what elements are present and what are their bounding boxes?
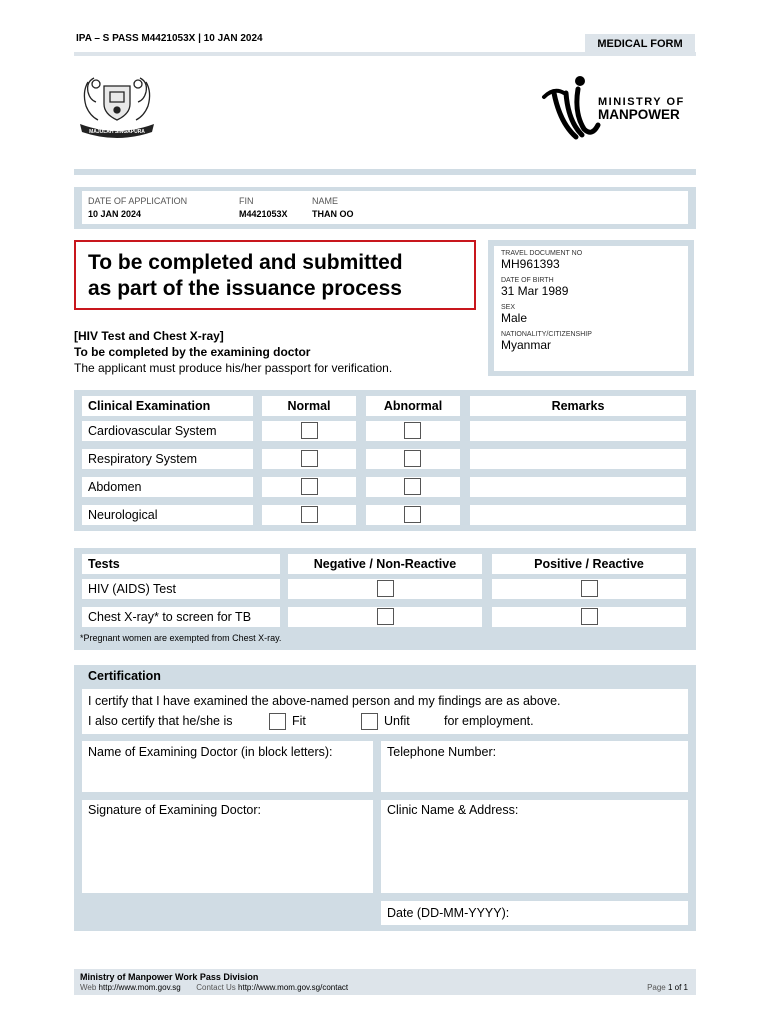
remarks-input[interactable]	[470, 477, 686, 497]
travel-document-label: TRAVEL DOCUMENT NO	[501, 250, 583, 257]
page-label: Page	[647, 983, 666, 992]
certification-statement	[82, 689, 688, 734]
personal-details	[494, 246, 688, 371]
form-type-badge: MEDICAL FORM	[585, 34, 695, 54]
date-label: Date (DD-MM-YYYY):	[387, 906, 510, 920]
unfit-label: Unfit	[384, 714, 410, 728]
document-reference: IPA – S PASS M4421053X | 10 JAN 2024	[76, 33, 263, 44]
test-row-label: HIV (AIDS) Test	[82, 579, 280, 599]
fin-label: FIN	[239, 196, 254, 206]
tests-header-positive: Positive / Reactive	[492, 554, 686, 574]
section-separator	[74, 169, 696, 175]
clinic-label: Clinic Name & Address:	[387, 803, 519, 817]
nationality-label: NATIONALITY/CITIZENSHIP	[501, 331, 592, 338]
positive-checkbox[interactable]	[581, 580, 598, 597]
clinical-row-label: Cardiovascular System	[82, 421, 253, 441]
mom-logo-line1: MINISTRY OF	[598, 96, 685, 108]
crest-motto: MAJULAH SINGAPURA	[89, 129, 145, 135]
clinical-row-label: Abdomen	[82, 477, 253, 497]
normal-checkbox[interactable]	[301, 422, 318, 439]
fit-label: Fit	[292, 714, 306, 728]
mom-logo-line2: MANPOWER	[598, 107, 680, 122]
normal-checkbox[interactable]	[301, 478, 318, 495]
web-label: Web	[80, 983, 97, 992]
name-value: THAN OO	[312, 209, 354, 219]
clinical-row-label: Neurological	[82, 505, 253, 525]
certification-line2-prefix: I also certify that he/she is	[88, 714, 233, 728]
normal-checkbox[interactable]	[301, 450, 318, 467]
mom-logo-icon	[540, 75, 700, 145]
date-field[interactable]	[381, 901, 688, 925]
tests-header-negative: Negative / Non-Reactive	[288, 554, 482, 574]
header-divider	[74, 52, 696, 56]
negative-checkbox[interactable]	[377, 608, 394, 625]
submission-notice	[74, 240, 476, 310]
completed-by-text: To be completed by the examining doctor	[74, 345, 311, 359]
clinical-header-normal: Normal	[262, 396, 356, 416]
certification-title: Certification	[88, 669, 161, 683]
clinical-row-label: Respiratory System	[82, 449, 253, 469]
abnormal-checkbox[interactable]	[404, 506, 421, 523]
date-of-application-label: DATE OF APPLICATION	[88, 196, 188, 206]
contact-link[interactable]: http://www.mom.gov.sg/contact	[238, 983, 349, 992]
date-of-application-value: 10 JAN 2024	[88, 209, 142, 219]
doctor-name-field[interactable]	[82, 741, 373, 792]
travel-document-value: MH961393	[501, 257, 560, 271]
name-label: NAME	[312, 196, 339, 206]
contact-label: Contact Us	[196, 983, 236, 992]
nationality-value: Myanmar	[501, 338, 552, 352]
positive-checkbox[interactable]	[581, 608, 598, 625]
footer-division: Ministry of Manpower Work Pass Division	[80, 972, 259, 982]
sex-label: SEX	[501, 304, 516, 311]
unfit-checkbox[interactable]	[361, 713, 378, 730]
doctor-name-label: Name of Examining Doctor (in block letters):	[88, 745, 333, 759]
notice-title-line2: as part of the issuance process	[88, 277, 402, 300]
normal-checkbox[interactable]	[301, 506, 318, 523]
page-number	[600, 983, 688, 992]
telephone-field[interactable]	[381, 741, 688, 792]
clinic-field[interactable]	[381, 800, 688, 893]
notice-title-line1: To be completed and submitted	[88, 251, 403, 274]
clinical-header-abnormal: Abnormal	[366, 396, 460, 416]
fin-value: M4421053X	[239, 209, 288, 219]
tests-header-test: Tests	[82, 554, 280, 574]
passport-instruction: The applicant must produce his/her passport for verification.	[74, 361, 393, 375]
signature-field[interactable]	[82, 800, 373, 893]
pregnancy-note: *Pregnant women are exempted from Chest X-ray.	[80, 633, 282, 643]
singapore-crest-icon	[74, 70, 160, 142]
signature-label: Signature of Examining Doctor:	[88, 803, 262, 817]
clinical-header-exam: Clinical Examination	[82, 396, 253, 416]
section-heading: [HIV Test and Chest X-ray]	[74, 329, 224, 343]
footer-links	[80, 983, 348, 992]
test-row-label: Chest X-ray* to screen for TB	[82, 607, 280, 627]
web-link[interactable]: http://www.mom.gov.sg	[98, 983, 181, 992]
negative-checkbox[interactable]	[377, 580, 394, 597]
telephone-label: Telephone Number:	[387, 745, 497, 759]
page-value: 1 of 1	[667, 983, 688, 992]
remarks-input[interactable]	[470, 505, 686, 525]
clinical-header-remarks: Remarks	[470, 396, 686, 416]
applicant-info	[82, 191, 688, 224]
certification-line2-suffix: for employment.	[444, 714, 534, 728]
sex-value: Male	[501, 311, 528, 325]
abnormal-checkbox[interactable]	[404, 478, 421, 495]
form-intro	[74, 328, 392, 376]
remarks-input[interactable]	[470, 421, 686, 441]
abnormal-checkbox[interactable]	[404, 422, 421, 439]
certification-line1: I certify that I have examined the above-named person and my findings are as above.	[88, 694, 561, 708]
date-of-birth-value: 31 Mar 1989	[501, 284, 569, 298]
abnormal-checkbox[interactable]	[404, 450, 421, 467]
remarks-input[interactable]	[470, 449, 686, 469]
date-of-birth-label: DATE OF BIRTH	[501, 277, 554, 284]
fit-checkbox[interactable]	[269, 713, 286, 730]
